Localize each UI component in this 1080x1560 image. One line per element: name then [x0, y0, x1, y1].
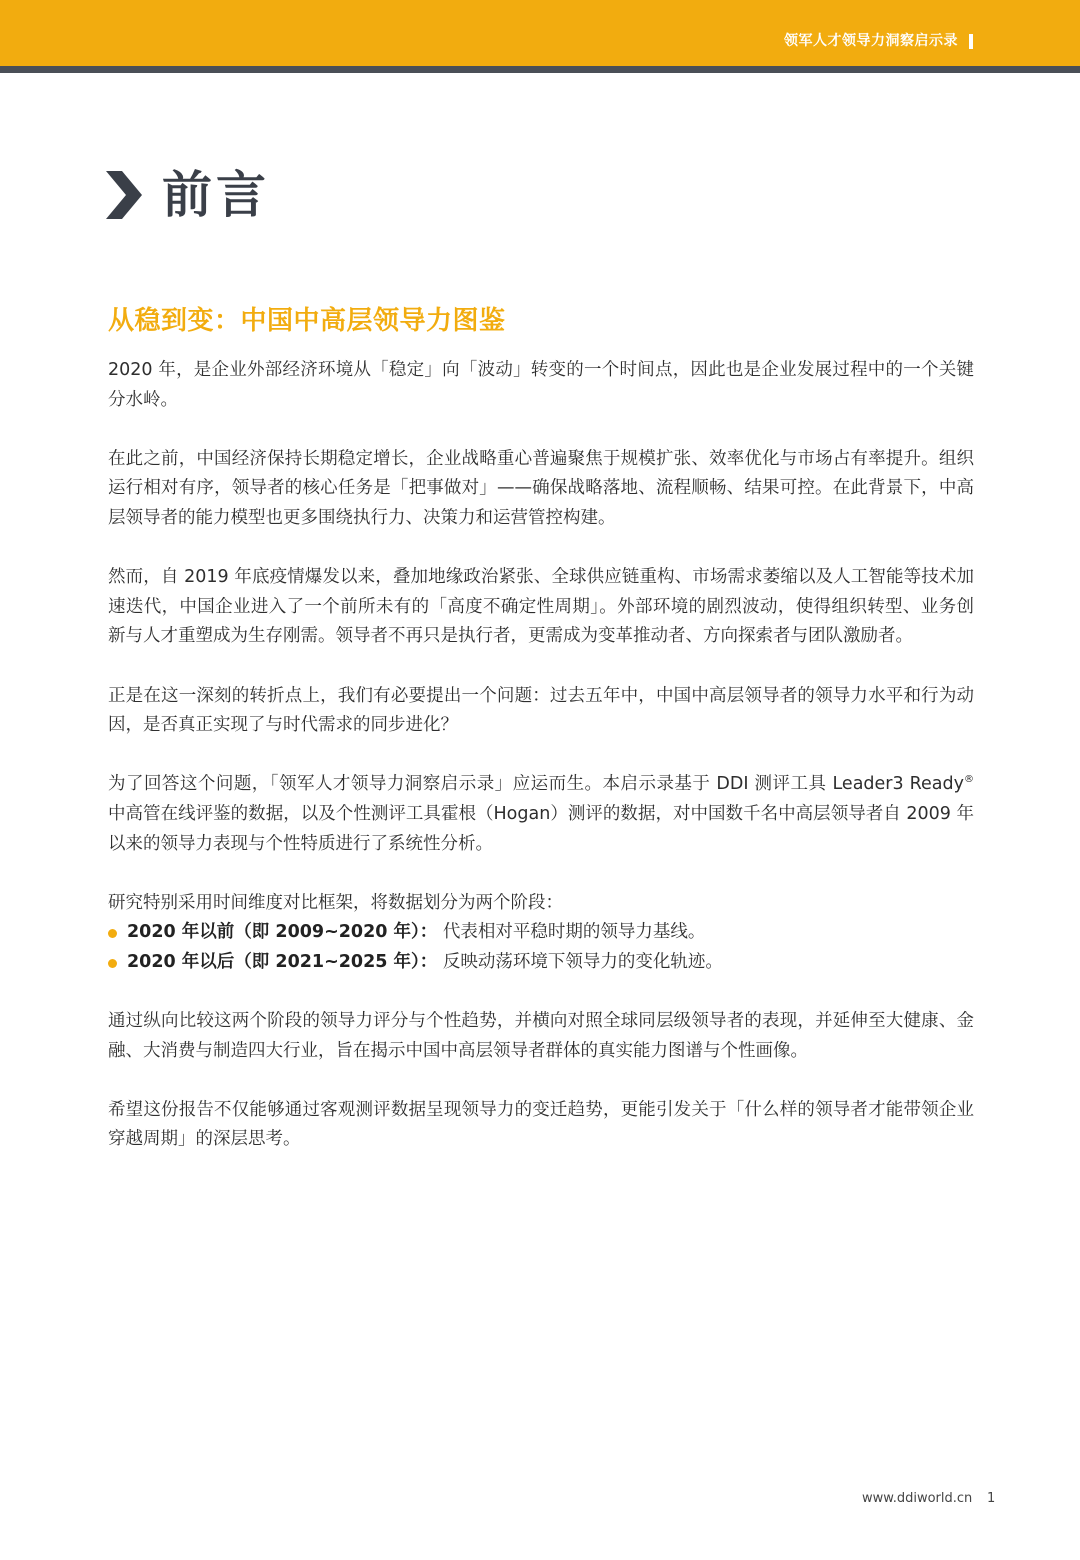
- paragraph-5-part-b: 中高管在线评鉴的数据，以及个性测评工具霍根（Hogan）测评的数据，对中国数千名中高层领导者自 2009 年以来的领导力表现与个性特质进行了系统性分析。: [108, 803, 974, 854]
- bullet-label: 2020 年以后（即 2021~2025 年）：: [127, 951, 438, 972]
- page-title: 前言: [162, 166, 270, 224]
- bullet-dot-icon: [108, 929, 117, 938]
- section-heading: 从稳到变：中国中高层领导力图鉴: [108, 306, 506, 336]
- phase-list: [108, 918, 974, 977]
- header-rule: [0, 66, 1080, 73]
- bullet-dot-icon: [108, 959, 117, 968]
- paragraph-2: 在此之前，中国经济保持长期稳定增长，企业战略重心普遍聚焦于规模扩张、效率优化与市场占有率提升。组织运行相对有序，领导者的核心任务是「把事做对」——确保战略落地、流程顺畅、结果可控。在此背景下，中高层领导者的能力模型也更多围绕执行力、决策力和运营管控构建。: [108, 448, 974, 528]
- bullet-text: 反映动荡环境下领导力的变化轨迹。: [442, 951, 723, 972]
- bullet-text: 代表相对平稳时期的领导力基线。: [442, 922, 706, 943]
- list-item: [108, 948, 974, 978]
- paragraph-1: 2020 年，是企业外部经济环境从「稳定」向「波动」转变的一个时间点，因此也是企业发展过程中的一个关键分水岭。: [108, 360, 974, 410]
- page-number: 1: [987, 1491, 996, 1506]
- list-item: [108, 918, 974, 948]
- chevron-right-icon: [106, 171, 142, 219]
- paragraph-3: 然而，自 2019 年底疫情爆发以来，叠加地缘政治紧张、全球供应链重构、市场需求萎缩以及人工智能等技术加速迭代，中国企业进入了一个前所未有的「高度不确定性周期」。外部环境的剧烈波动，使得组织转型、业务创新与人才重塑成为生存刚需。领导者不再只是执行者，更需成为变革推动者、方向探索者与团队激励者。: [108, 567, 974, 647]
- paragraph-5: [108, 770, 974, 859]
- paragraph-4: 正是在这一深刻的转折点上，我们有必要提出一个问题：过去五年中，中国中高层领导者的领导力水平和行为动因，是否真正实现了与时代需求的同步进化？: [108, 685, 974, 736]
- footer-url[interactable]: www.ddiworld.cn: [862, 1491, 973, 1506]
- body-text: [108, 356, 974, 1185]
- paragraph-8: 希望这份报告不仅能够通过客观测评数据呈现领导力的变迁趋势，更能引发关于「什么样的领导者才能带领企业穿越周期」的深层思考。: [108, 1099, 974, 1150]
- bullet-label: 2020 年以前（即 2009~2020 年）：: [127, 922, 438, 943]
- registered-mark: ®: [964, 774, 974, 786]
- header-marker: [969, 34, 973, 49]
- paragraph-7: 通过纵向比较这两个阶段的领导力评分与个性趋势，并横向对照全球同层级领导者的表现，并延伸至大健康、金融、大消费与制造四大行业，旨在揭示中国中高层领导者群体的真实能力图谱与个性画像。: [108, 1011, 974, 1061]
- header-title: 领军人才领导力洞察启示录: [784, 33, 958, 49]
- paragraph-5-part-a: 为了回答这个问题，「领军人才领导力洞察启示录」应运而生。本启示录基于 DDI 测评工具 Leader3 Ready: [108, 774, 964, 795]
- paragraph-6: 研究特别采用时间维度对比框架，将数据划分为两个阶段：: [108, 892, 563, 913]
